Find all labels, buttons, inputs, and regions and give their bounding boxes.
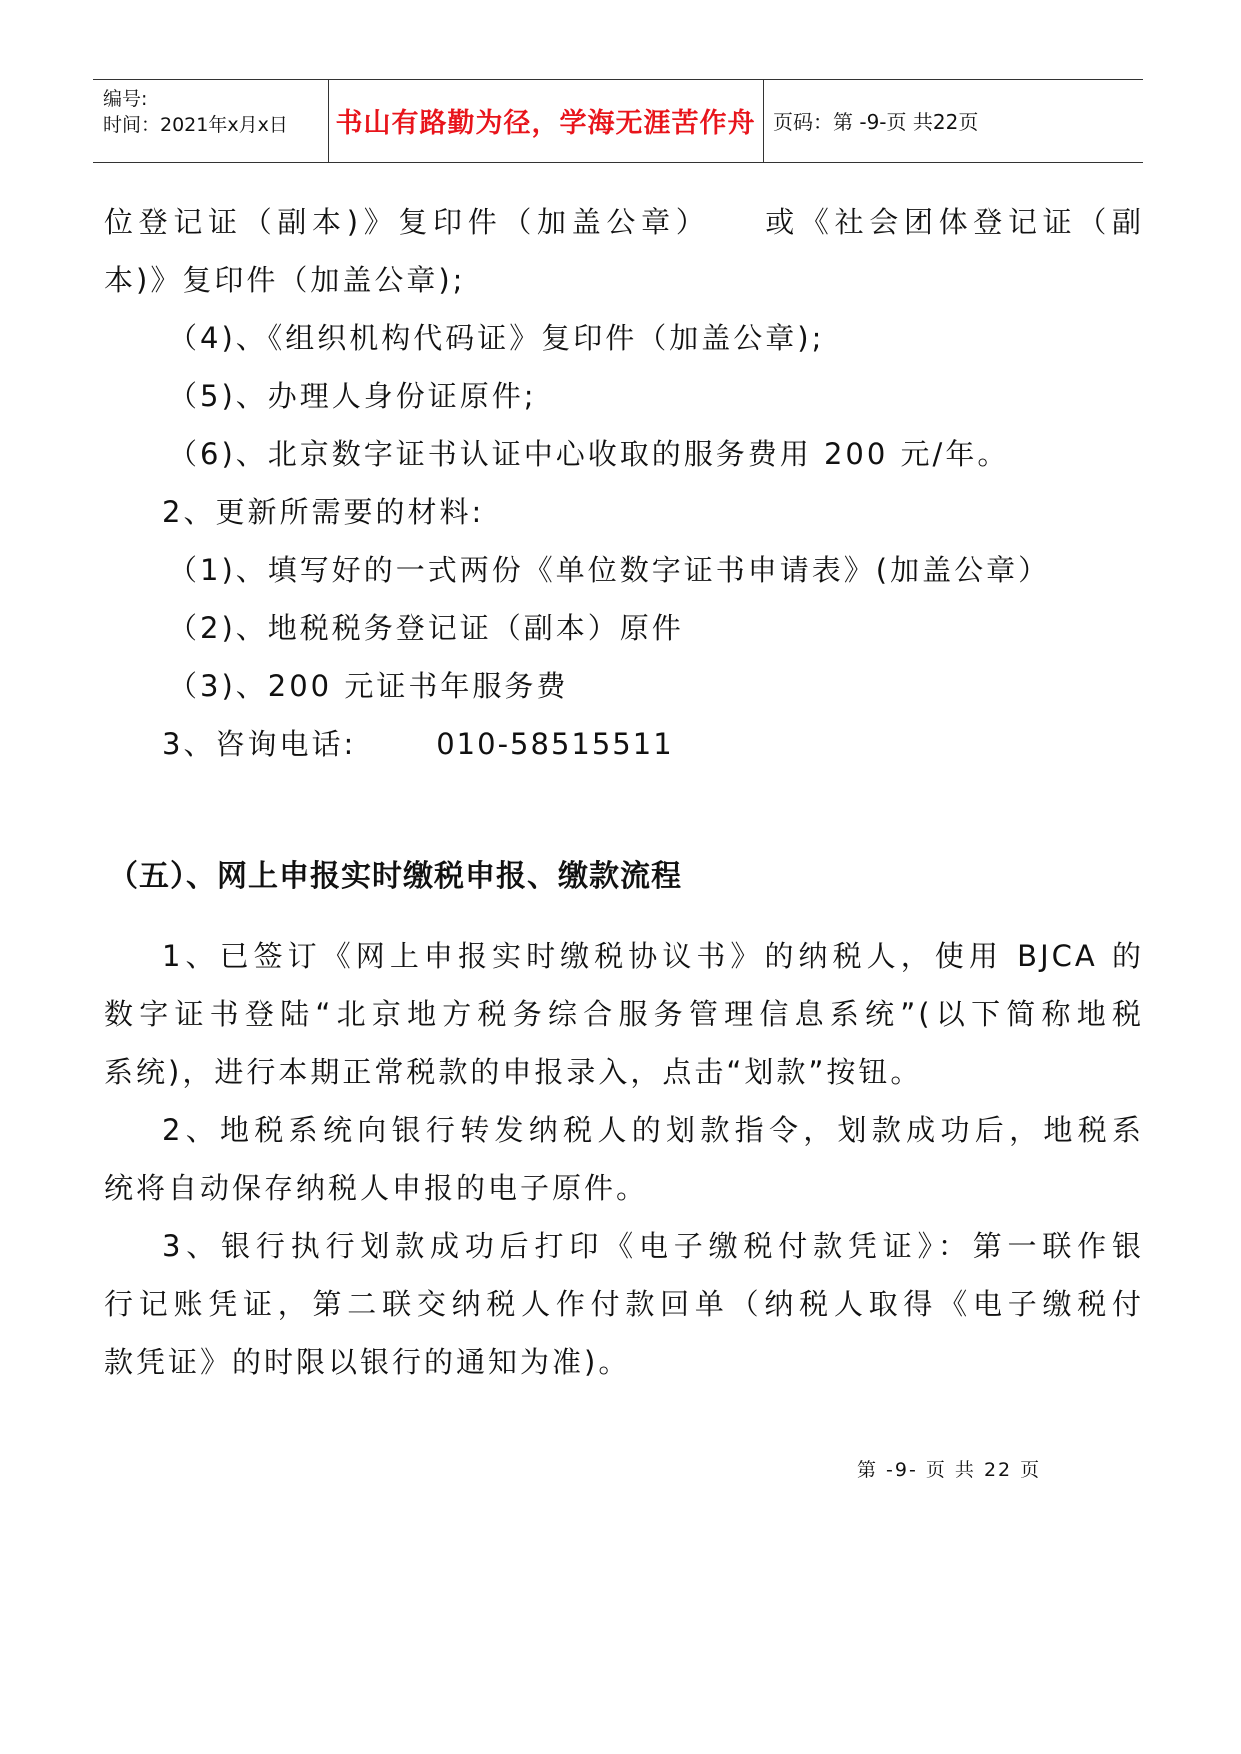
list-item-5: （5)、办理人身份证原件; <box>168 379 537 413</box>
phone-number: 010-58515511 <box>436 727 674 761</box>
document-body <box>104 193 1144 1391</box>
renewal-materials-title: 2、更新所需要的材料: <box>162 495 485 529</box>
document-number-label: 编号: <box>103 88 148 110</box>
phone-label: 3、咨询电话: <box>162 727 357 761</box>
section-para-3-line-3: 款凭证》的时限以银行的通知为准)。 <box>104 1345 631 1379</box>
section-para-1-line-3: 系统)，进行本期正常税款的申报录入，点击“划款”按钮。 <box>104 1055 923 1089</box>
page-footer: 第 -9- 页 共 22 页 <box>857 1459 1042 1481</box>
document-time-label: 时间：2021年x月x日 <box>103 114 288 136</box>
section-heading: （五）、网上申报实时缴税申报、缴款流程 <box>108 859 682 894</box>
section-para-3-line-2: 行记账凭证，第二联交纳税人作付款回单（纳税人取得《电子缴税付 <box>104 1287 1144 1321</box>
section-para-1-line-2: 数字证书登陆“北京地方税务综合服务管理信息系统”(以下简称地税 <box>104 997 1144 1031</box>
section-para-3-line-1: 3、银行执行划款成功后打印《电子缴税付款凭证》：第一联作银 <box>162 1229 1144 1263</box>
section-para-2-line-1: 2、地税系统向银行转发纳税人的划款指令，划款成功后，地税系 <box>162 1113 1144 1147</box>
list-item-4: （4)、《组织机构代码证》复印件（加盖公章); <box>168 321 825 355</box>
header-motto: 书山有路勤为径，学海无涯苦作舟 <box>335 108 756 139</box>
consult-phone-line <box>104 715 1144 773</box>
list-item-6: （6)、北京数字证书认证中心收取的服务费用 200 元/年。 <box>168 437 1010 471</box>
body-line-2: 本)》复印件（加盖公章); <box>104 263 466 297</box>
header-divider-right <box>763 80 764 162</box>
section-para-1-line-1: 1、已签订《网上申报实时缴税协议书》的纳税人，使用 BJCA 的 <box>162 939 1144 973</box>
body-line-1: 位登记证（副本)》复印件（加盖公章） 或《社会团体登记证（副 <box>104 205 1144 239</box>
page-header <box>93 79 1143 163</box>
section-para-2-line-2: 统将自动保存纳税人申报的电子原件。 <box>104 1171 649 1205</box>
header-meta <box>103 86 288 138</box>
section-spacer <box>104 773 1144 847</box>
header-page-info: 页码：第 -9-页 共22页 <box>773 110 979 134</box>
renewal-item-3: （3)、200 元证书年服务费 <box>168 669 569 703</box>
renewal-item-2: （2)、地税税务登记证（副本）原件 <box>168 611 684 645</box>
renewal-item-1: （1)、填写好的一式两份《单位数字证书申请表》(加盖公章） <box>168 553 1051 587</box>
